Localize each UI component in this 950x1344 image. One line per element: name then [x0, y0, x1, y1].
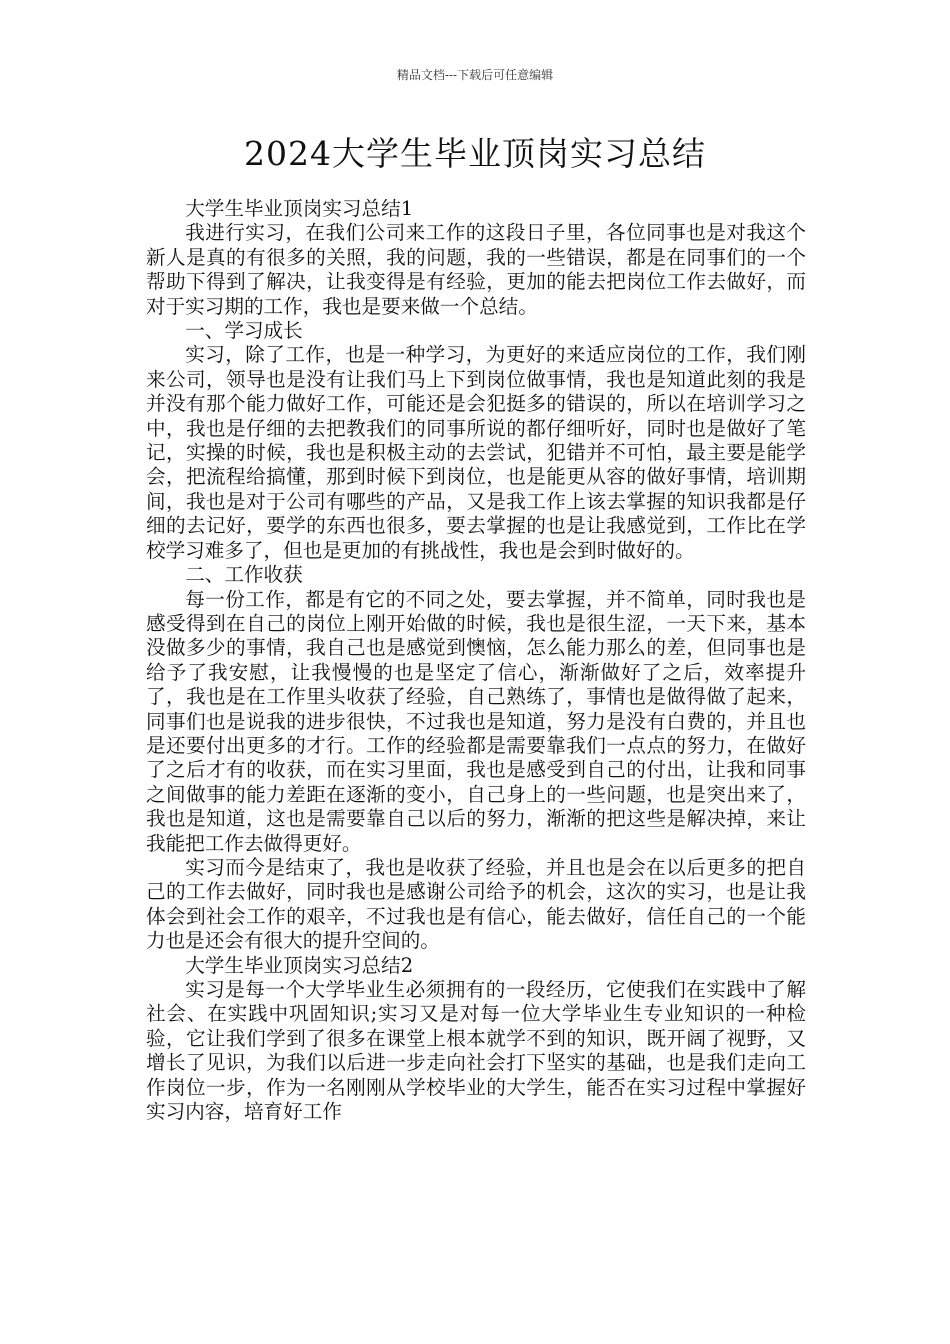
paragraph: 实习，除了工作，也是一种学习，为更好的来适应岗位的工作，我们刚来公司，领导也是没有让我们马上下到岗位做事情，我也是知道此刻的我是并没有那个能力做好工作，可能还是会犯挺多的错误的，所以在培训学习之中，我也是仔细的去把教我们的同事所说的都仔细听好，同时也是做好了笔记，实操的时候，我也是积极主动的去尝试，犯错并不可怕，最主要是能学会，把流程给搞懂，那到时候下到岗位，也是能更从容的做好事情，培训期间，我也是对于公司有哪些的产品，又是我工作上该去掌握的知识我都是仔细的去记好，要学的东西也很多，要去掌握的也是让我感觉到，工作比在学校学习难多了，但也是更加的有挑战性，我也是会到时做好的。 [146, 343, 806, 562]
paragraph: 每一份工作，都是有它的不同之处，要去掌握，并不简单，同时我也是感受得到在自己的岗位上刚开始做的时候，我也是很生涩，一天下来，基本没做多少的事情，我自己也是感觉到懊恼，怎么能力那么的差，但同事也是给予了我安慰，让我慢慢的也是坚定了信心，渐渐做好了之后，效率提升了，我也是在工作里头收获了经验，自己熟练了，事情也是做得做了起来，同事们也是说我的进步很快，不过我也是知道，努力是没有白费的，并且也是还要付出更多的才行。工作的经验都是需要靠我们一点点的努力，在做好了之后才有的收获，而在实习里面，我也是感受到自己的付出，让我和同事之间做事的能力差距在逐渐的变小，自己身上的一些问题，也是突出来了，我也是知道，这也是需要靠自己以后的努力，渐渐的把这些是解决掉，来让我能把工作去做得更好。 [146, 587, 806, 855]
section-heading-summary-1: 大学生毕业顶岗实习总结1 [185, 197, 414, 220]
section-heading-learning-growth: 一、学习成长 [185, 319, 303, 343]
paragraph: 我进行实习，在我们公司来工作的这段日子里，各位同事也是对我这个新人是真的有很多的关照，我的问题，我的一些错误，都是在同事们的一个帮助下得到了解决，让我变得是有经验，更加的能去把岗位工作去做好，而对于实习期的工作，我也是要来做一个总结。 [146, 221, 806, 318]
header-note: 精品文档---下载后可任意编辑 [396, 68, 554, 82]
document-body [146, 197, 806, 1124]
paragraph: 实习而今是结束了，我也是收获了经验，并且也是会在以后更多的把自己的工作去做好，同时我也是感谢公司给予的机会，这次的实习，也是让我体会到社会工作的艰辛，不过我也是有信心，能去做好，信任自己的一个能力也是还会有很大的提升空间的。 [146, 855, 806, 953]
section-heading-work-gains: 二、工作收获 [185, 563, 303, 587]
paragraph: 实习是每一个大学毕业生必须拥有的一段经历，它使我们在实践中了解社会、在实践中巩固知识;实习又是对每一位大学毕业生专业知识的一种检验，它让我们学到了很多在课堂上根本就学不到的知识，既开阔了视野，又增长了见识，为我们以后进一步走向社会打下坚实的基础，也是我们走向工作岗位一步，作为一名刚刚从学校毕业的大学生，能否在实习过程中掌握好实习内容，培育好工作 [146, 978, 806, 1124]
document-title: 2024大学生毕业顶岗实习总结 [244, 134, 706, 173]
section-heading-summary-2: 大学生毕业顶岗实习总结2 [185, 953, 414, 977]
